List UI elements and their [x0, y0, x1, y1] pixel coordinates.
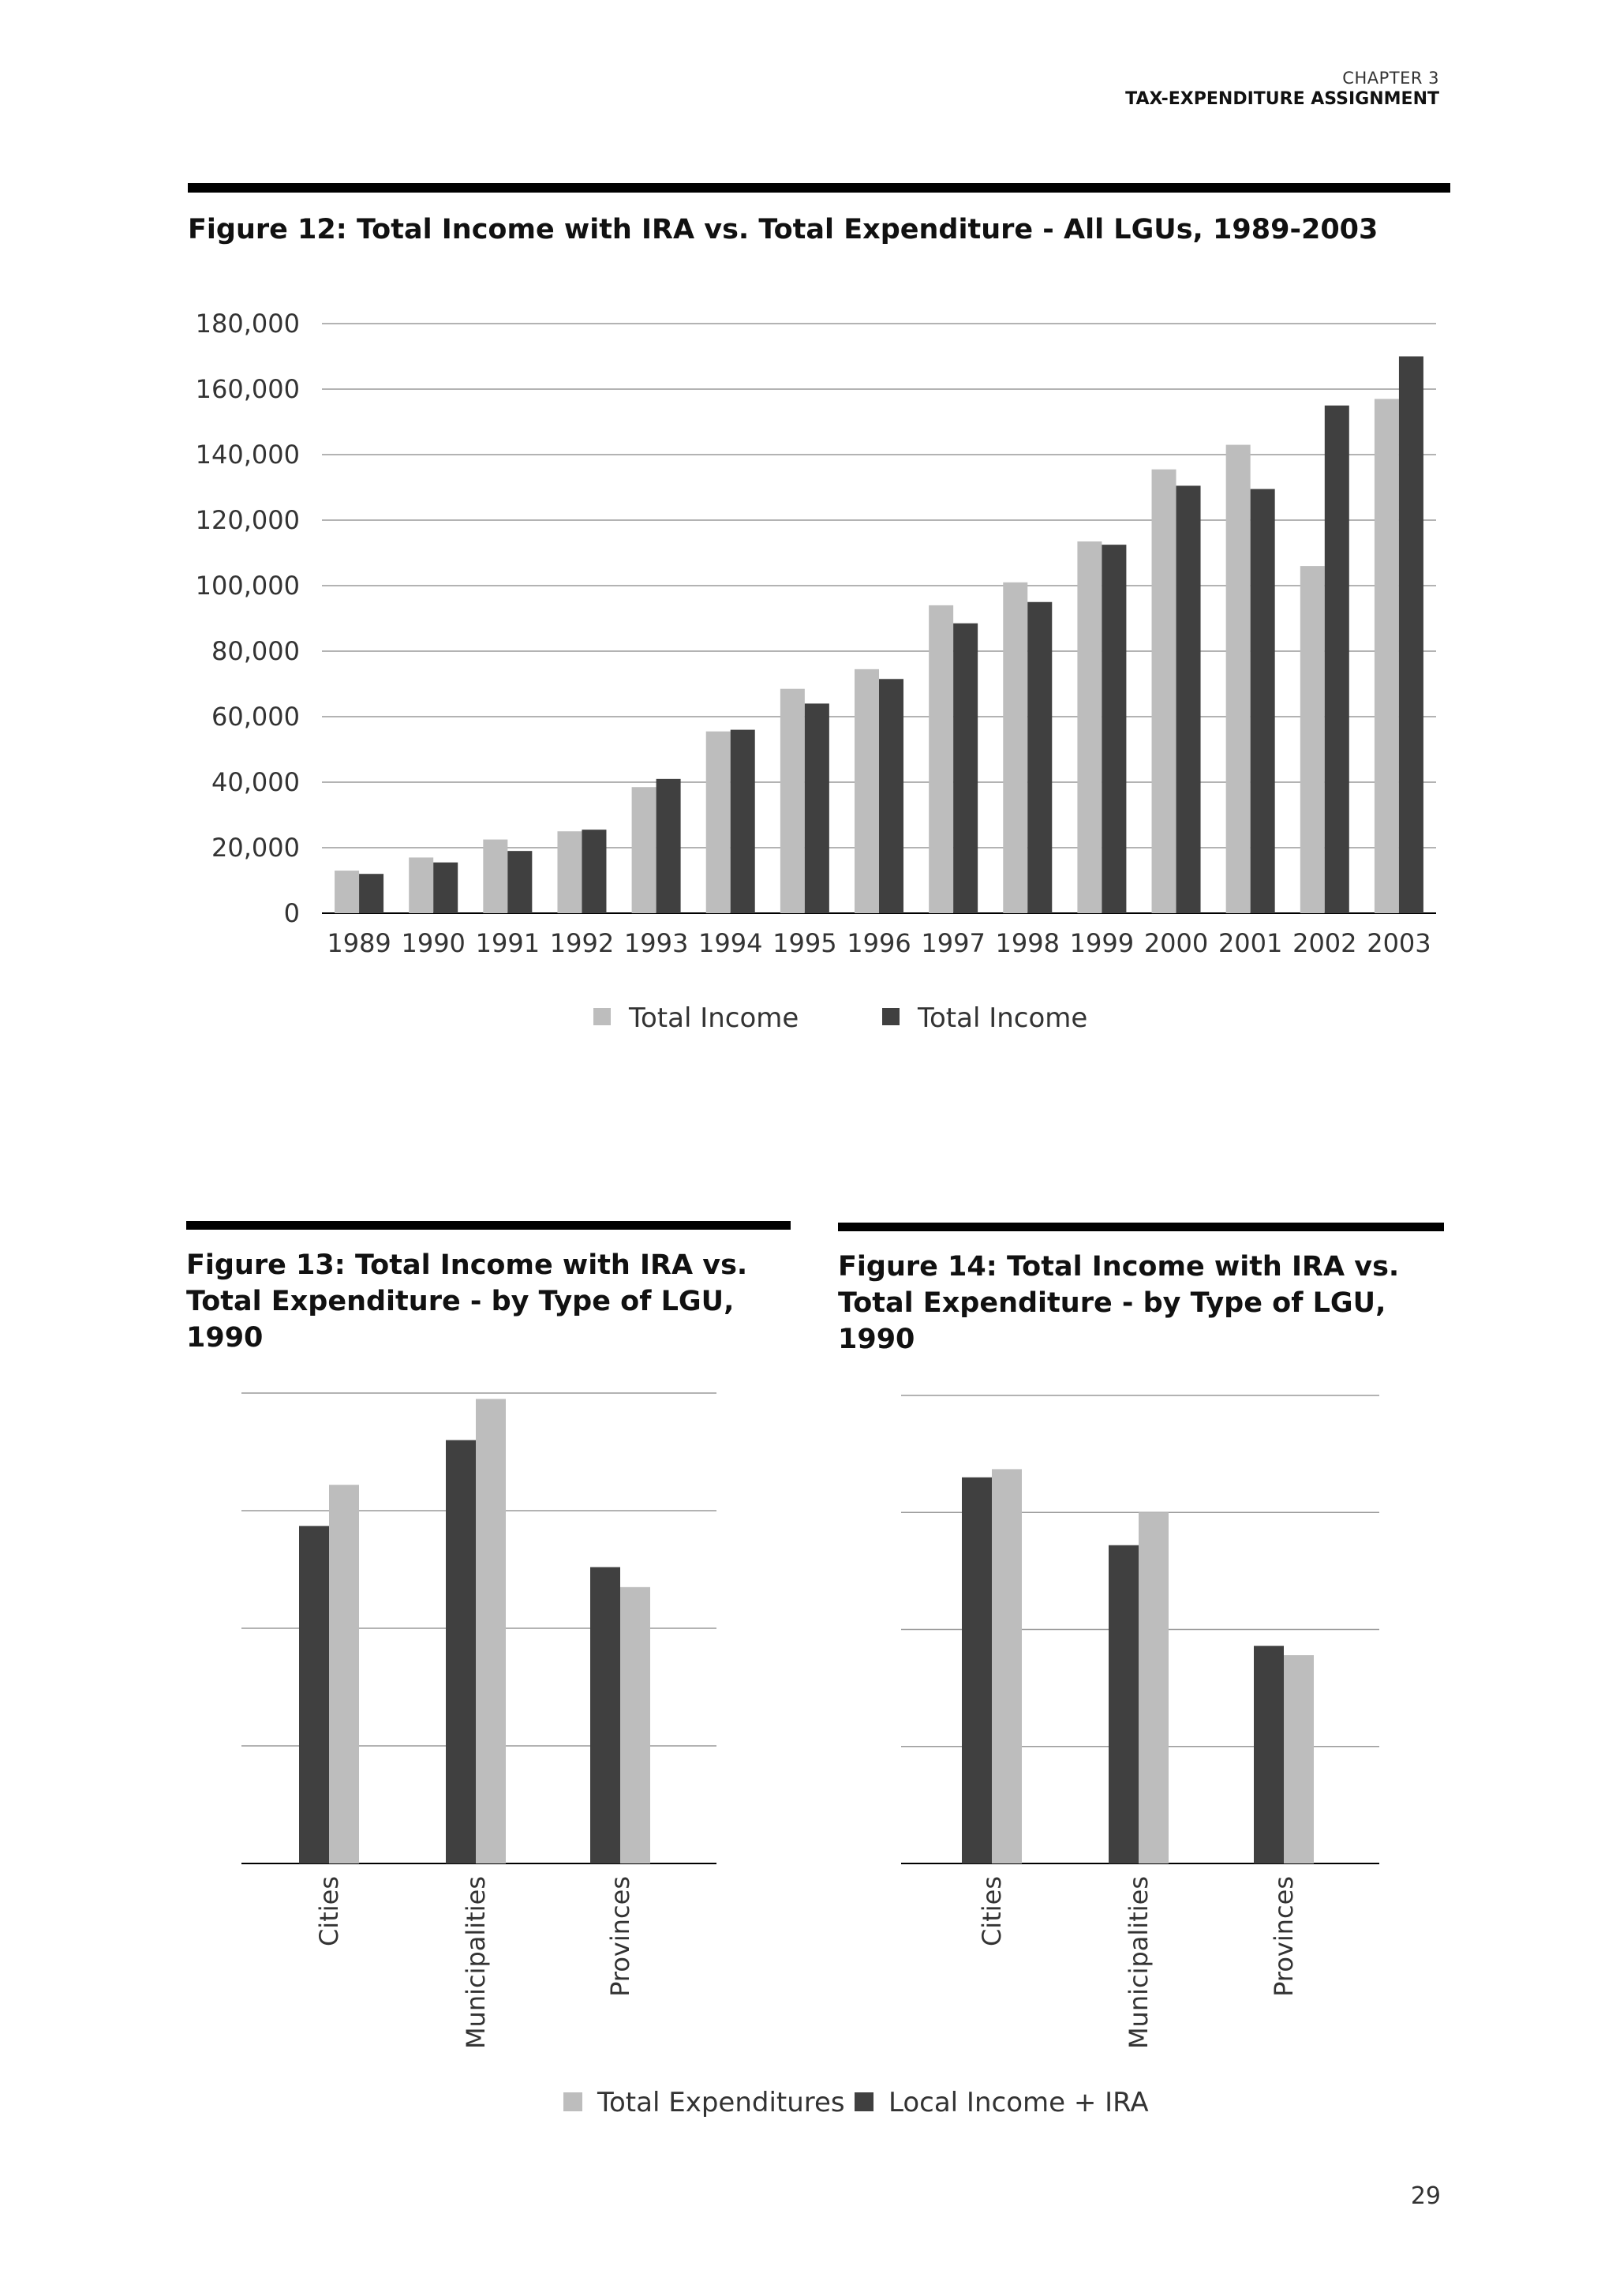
figure-14-title: Figure 14: Total Income with IRA vs. Total Expenditure - by Type of LGU, 1990	[838, 1251, 1400, 1355]
fig12-bar-dark	[1176, 485, 1201, 913]
section-label: TAX-EXPENDITURE ASSIGNMENT	[1125, 89, 1439, 110]
fig12-x-tick-label: 1995	[772, 928, 837, 958]
fig12-bar-light	[855, 669, 879, 913]
fig12-x-tick-label: 1997	[921, 928, 986, 958]
fig12-bar-light	[1375, 399, 1399, 913]
fig12-bar-dark	[1251, 489, 1275, 913]
shared-legend-swatch	[563, 2092, 582, 2111]
fig12-x-tick-label: 2002	[1292, 928, 1357, 958]
fig12-bar-dark	[1027, 602, 1052, 913]
fig12-x-tick-label: 2001	[1218, 928, 1283, 958]
fig12-bar-dark	[1399, 357, 1423, 914]
fig12-bar-light	[1300, 566, 1325, 913]
fig12-bar-dark	[433, 863, 458, 913]
fig12-bar-dark	[953, 624, 978, 913]
fig12-y-tick-label: 120,000	[195, 505, 300, 535]
fig12-bar-dark	[359, 874, 383, 913]
fig12-x-tick-label: 2003	[1367, 928, 1431, 958]
fig13-bar-light	[329, 1485, 359, 1863]
fig12-legend-label: Total Income	[918, 1002, 1088, 1034]
fig12-bar-light	[929, 605, 953, 913]
fig14-x-tick-label: Municipalities	[1124, 1876, 1154, 2050]
fig12-bar-light	[1077, 541, 1102, 913]
fig12-y-tick-label: 40,000	[211, 767, 300, 797]
fig12-legend-swatch	[882, 1008, 900, 1025]
fig12-bar-dark	[879, 679, 903, 913]
fig12-legend-swatch	[593, 1008, 611, 1025]
fig12-bar-light	[1152, 470, 1176, 913]
fig12-bar-dark	[805, 703, 829, 913]
fig12-x-tick-label: 1989	[327, 928, 391, 958]
fig12-bar-light	[557, 831, 582, 913]
fig12-x-tick-label: 1996	[847, 928, 911, 958]
fig12-y-tick-label: 80,000	[211, 636, 300, 666]
fig12-x-tick-label: 1992	[549, 928, 615, 958]
fig12-y-tick-label: 0	[283, 898, 300, 928]
fig12-x-tick-label: 1998	[995, 928, 1060, 958]
fig12-bar-dark	[656, 779, 681, 913]
fig12-bar-dark	[507, 851, 532, 913]
fig12-bar-light	[632, 787, 656, 913]
fig12-y-tick-label: 160,000	[195, 374, 300, 404]
figure-13-title: Figure 13: Total Income with IRA vs. Total Expenditure - by Type of LGU, 1990	[186, 1249, 748, 1354]
fig13-x-tick-label: Municipalities	[461, 1876, 491, 2050]
fig12-bar-light	[483, 840, 507, 913]
fig12-x-tick-label: 1990	[401, 928, 466, 958]
fig13-x-tick-label: Provinces	[605, 1876, 635, 1997]
fig12-bar-light	[409, 857, 433, 913]
fig14-bar-dark	[962, 1478, 992, 1863]
fig14-bar-dark	[1254, 1646, 1284, 1863]
fig12-bar-light	[1226, 445, 1251, 913]
chapter-label: CHAPTER 3	[1342, 69, 1439, 88]
page-number: 29	[1410, 2182, 1441, 2210]
fig12-x-tick-label: 1994	[698, 928, 763, 958]
fig13-bar-dark	[299, 1526, 329, 1863]
fig12-legend-label: Total Income	[629, 1002, 799, 1034]
fig14-bar-light	[992, 1469, 1022, 1863]
fig12-bar-dark	[1102, 545, 1126, 913]
fig13-bar-light	[476, 1399, 506, 1863]
fig12-x-tick-label: 1993	[623, 928, 689, 958]
shared-legend-label: Total Expenditures	[597, 2087, 845, 2118]
shared-legend-swatch	[855, 2092, 873, 2111]
fig12-y-tick-label: 20,000	[211, 833, 300, 863]
fig12-bar-light	[706, 732, 731, 913]
fig12-bar-light	[780, 689, 805, 913]
fig14-bar-dark	[1109, 1545, 1139, 1863]
fig13-x-tick-label: Cities	[314, 1876, 344, 1947]
fig14-bar-light	[1284, 1655, 1314, 1863]
fig12-bar-dark	[1325, 406, 1349, 913]
fig12-y-tick-label: 180,000	[195, 309, 300, 339]
figure-12-title: Figure 12: Total Income with IRA vs. Total Expenditure - All LGUs, 1989-2003	[188, 214, 1378, 245]
fig12-bar-dark	[731, 730, 755, 913]
fig14-bar-light	[1139, 1512, 1169, 1863]
fig13-bar-dark	[446, 1440, 476, 1863]
fig12-bar-dark	[582, 830, 606, 913]
fig12-bar-light	[335, 871, 359, 913]
fig14-x-tick-label: Provinces	[1269, 1876, 1299, 1997]
fig12-y-tick-label: 60,000	[211, 702, 300, 732]
shared-legend-label: Local Income + IRA	[888, 2087, 1149, 2118]
fig12-y-tick-label: 140,000	[195, 440, 300, 470]
fig12-x-tick-label: 2000	[1143, 928, 1209, 958]
fig12-x-tick-label: 1999	[1069, 928, 1135, 958]
fig12-y-tick-label: 100,000	[195, 571, 300, 601]
fig13-bar-light	[620, 1587, 650, 1863]
fig12-x-tick-label: 1991	[475, 928, 541, 958]
fig14-x-tick-label: Cities	[977, 1876, 1007, 1947]
fig13-bar-dark	[590, 1567, 620, 1863]
fig12-bar-light	[1003, 582, 1027, 913]
